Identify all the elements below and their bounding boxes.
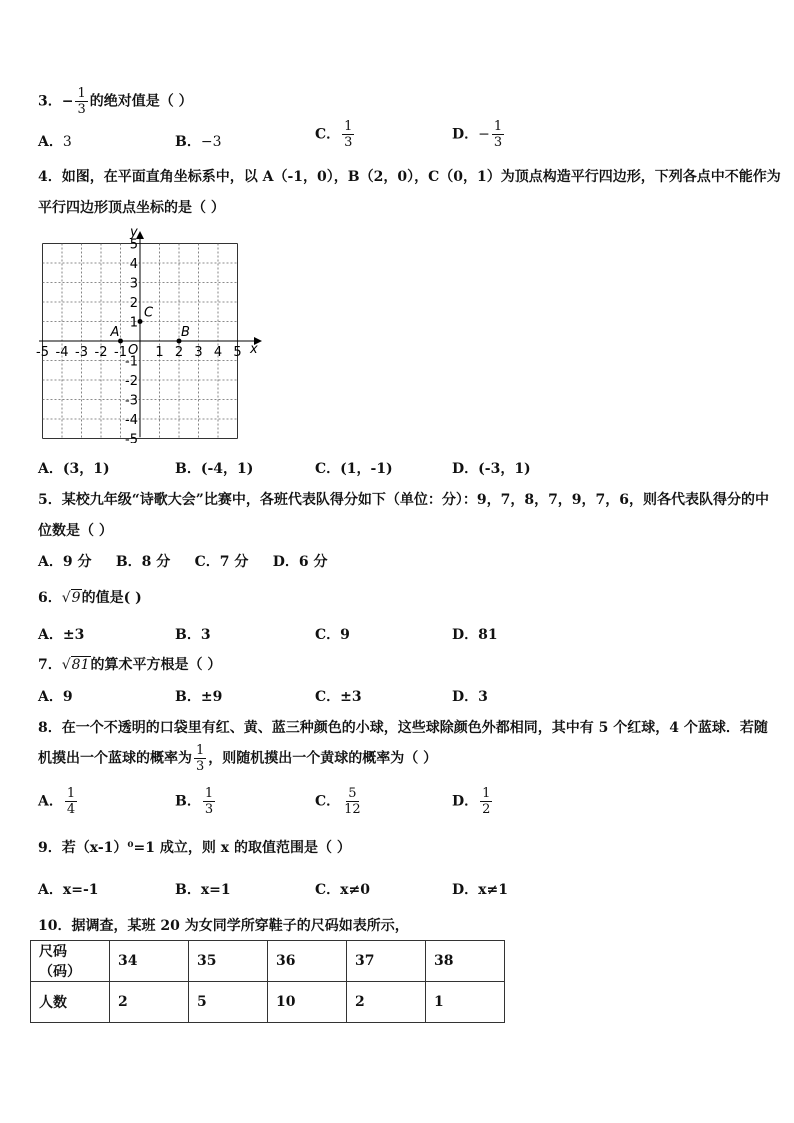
y-tick-label: -1 bbox=[125, 354, 138, 370]
table-cell: 34 bbox=[110, 941, 189, 982]
point-label: C bbox=[144, 305, 154, 321]
q5-options[interactable]: A．9 分 B．8 分 C．7 分 D．6 分 bbox=[38, 554, 328, 570]
option-label: C． bbox=[315, 126, 341, 143]
option-label: C． bbox=[315, 793, 341, 810]
q4-option-d[interactable]: D．(-3，1) bbox=[452, 461, 531, 477]
denominator: 3 bbox=[344, 135, 353, 150]
question-7 bbox=[38, 654, 221, 674]
question-number: 6． bbox=[38, 590, 62, 606]
minus-sign: − bbox=[478, 126, 490, 143]
table-cell: 2 bbox=[347, 982, 426, 1023]
table-cell: 尺码（码） bbox=[31, 941, 110, 982]
q8-option-b[interactable] bbox=[175, 786, 217, 817]
y-tick-label: 4 bbox=[129, 257, 138, 272]
option-label: A． bbox=[38, 134, 63, 150]
option-label: A． bbox=[38, 793, 63, 810]
radicand: 9 bbox=[71, 590, 81, 606]
fraction bbox=[342, 786, 363, 817]
q6-option-b[interactable]: B．3 bbox=[175, 627, 211, 643]
q8-option-c[interactable] bbox=[315, 786, 365, 817]
denominator: 4 bbox=[66, 802, 76, 817]
fraction bbox=[203, 786, 215, 817]
option-label: B． bbox=[175, 134, 201, 150]
fraction bbox=[492, 119, 504, 150]
y-tick-label: -3 bbox=[125, 393, 138, 409]
q4-option-c[interactable]: C．(1，-1) bbox=[315, 461, 393, 477]
option-value: −3 bbox=[200, 134, 222, 150]
q6-option-d[interactable]: D．81 bbox=[452, 627, 498, 643]
x-tick-labels bbox=[36, 345, 242, 360]
fraction bbox=[75, 86, 87, 117]
q4-option-b[interactable]: B．(-4，1) bbox=[175, 461, 254, 477]
table-row bbox=[31, 982, 505, 1023]
coordinate-grid-figure bbox=[30, 225, 270, 443]
question-5-line-2: 位数是（ ） bbox=[38, 523, 113, 539]
question-9: 9．若（x-1）⁰=1 成立，则 x 的取值范围是（ ） bbox=[38, 840, 351, 856]
x-tick-label: -3 bbox=[75, 345, 88, 360]
x-tick-label: -1 bbox=[114, 345, 127, 360]
square-root bbox=[62, 657, 91, 673]
q6-option-c[interactable]: C．9 bbox=[315, 627, 350, 643]
numerator: 1 bbox=[196, 743, 205, 758]
q3-option-c[interactable] bbox=[315, 119, 356, 150]
option-label: B． bbox=[175, 793, 201, 810]
question-4-line-1: 4．如图，在平面直角坐标系中，以 A（-1，0），B（2，0），C（0，1）为顶点构造平行四边形，下列各点中不能作为 bbox=[38, 169, 781, 185]
y-tick-label: 5 bbox=[129, 237, 138, 253]
origin-label: O bbox=[128, 343, 139, 358]
question-5-line-1: 5．某校九年级“诗歌大会”比赛中，各班代表队得分如下（单位：分）：9，7，8，7，9，7，6，则各代表队得分的中 bbox=[38, 492, 770, 508]
question-10: 10．据调查，某班 20 为女同学所穿鞋子的尺码如表所示， bbox=[38, 918, 409, 934]
option-label: D． bbox=[452, 793, 479, 810]
denominator: 2 bbox=[482, 802, 491, 817]
table-cell: 10 bbox=[268, 982, 347, 1023]
table-cell: 5 bbox=[189, 982, 268, 1023]
shoe-size-table bbox=[30, 940, 505, 1023]
y-tick-label: -4 bbox=[125, 413, 138, 428]
q6-option-a[interactable]: A．±3 bbox=[38, 627, 85, 643]
q3-option-d[interactable] bbox=[452, 119, 506, 150]
table-cell: 37 bbox=[347, 941, 426, 982]
numerator: 1 bbox=[204, 786, 214, 801]
y-tick-label: 2 bbox=[129, 296, 138, 311]
question-text: 的算术平方根是（ ） bbox=[90, 657, 222, 673]
fraction bbox=[65, 786, 77, 817]
q7-option-a[interactable]: A．9 bbox=[38, 689, 73, 705]
question-number: 3． bbox=[38, 93, 62, 110]
denominator: 12 bbox=[344, 802, 361, 817]
y-tick-labels bbox=[125, 238, 138, 444]
x-tick-label: 5 bbox=[233, 345, 242, 360]
fraction bbox=[480, 786, 492, 817]
question-8-line-1: 8．在一个不透明的口袋里有红、黄、蓝三种颜色的小球，这些球除颜色外都相同，其中有 5 个红球，4 个蓝球．若随 bbox=[38, 720, 768, 736]
x-tick-label: -4 bbox=[55, 345, 69, 360]
numerator: 1 bbox=[77, 86, 86, 101]
option-label: D． bbox=[452, 126, 479, 143]
x-tick-label: -2 bbox=[94, 345, 108, 360]
x-tick-label: 2 bbox=[174, 345, 184, 360]
radical-sign-icon: √ bbox=[61, 590, 71, 606]
fraction bbox=[194, 743, 206, 774]
numerator: 5 bbox=[348, 786, 357, 801]
q8-option-d[interactable] bbox=[452, 786, 494, 817]
numerator: 1 bbox=[66, 786, 76, 801]
table-cell: 38 bbox=[426, 941, 505, 982]
minus-sign: − bbox=[61, 93, 74, 110]
x-axis-label: x bbox=[250, 342, 258, 357]
denominator: 3 bbox=[77, 102, 86, 117]
denominator: 3 bbox=[196, 759, 205, 774]
y-tick-label: 3 bbox=[129, 276, 138, 292]
y-tick-label: -5 bbox=[125, 432, 138, 443]
q7-option-d[interactable]: D．3 bbox=[452, 689, 488, 705]
x-tick-label: 1 bbox=[155, 345, 164, 360]
table-cell: 36 bbox=[268, 941, 347, 982]
question-text: 的值是( ) bbox=[81, 590, 142, 606]
q7-option-b[interactable]: B．±9 bbox=[175, 689, 223, 705]
q4-option-a[interactable]: A．(3，1) bbox=[38, 461, 110, 477]
question-number: 7． bbox=[38, 657, 62, 673]
q9-option-c[interactable]: C．x≠0 bbox=[315, 882, 370, 898]
radicand: 81 bbox=[71, 657, 90, 673]
fraction bbox=[342, 119, 354, 150]
y-tick-label: 1 bbox=[129, 315, 138, 331]
numerator: 1 bbox=[482, 786, 491, 801]
point-c bbox=[138, 319, 143, 324]
question-text: 的绝对值是（ ） bbox=[89, 93, 193, 110]
q9-option-a[interactable]: A．x=-1 bbox=[38, 882, 99, 898]
table-cell: 2 bbox=[110, 982, 189, 1023]
point-label: A bbox=[110, 325, 120, 340]
denominator: 3 bbox=[204, 802, 214, 817]
numerator: 1 bbox=[344, 119, 353, 134]
radical-sign-icon: √ bbox=[61, 657, 71, 673]
q9-option-d[interactable]: D．x≠1 bbox=[452, 882, 508, 898]
q7-option-c[interactable]: C．±3 bbox=[315, 689, 362, 705]
question-6 bbox=[38, 587, 142, 607]
x-tick-label: 3 bbox=[194, 345, 203, 360]
q9-option-b[interactable]: B．x=1 bbox=[175, 882, 231, 898]
y-axis-label: y bbox=[130, 225, 138, 240]
square-root bbox=[62, 590, 82, 606]
question-text: 机摸出一个蓝球的概率为 bbox=[38, 750, 192, 767]
point-label: B bbox=[181, 325, 190, 340]
table-cell: 35 bbox=[189, 941, 268, 982]
table-cell: 1 bbox=[426, 982, 505, 1023]
table-row bbox=[31, 941, 505, 982]
x-tick-label: -5 bbox=[36, 345, 49, 360]
question-3 bbox=[38, 86, 193, 117]
question-8-line-2 bbox=[38, 743, 437, 774]
plotted-points bbox=[110, 306, 191, 344]
question-text: ，则随机摸出一个黄球的概率为（ ） bbox=[208, 750, 438, 767]
q3-option-a[interactable] bbox=[38, 131, 72, 151]
option-value: 3 bbox=[62, 134, 72, 150]
x-tick-label: 4 bbox=[213, 345, 223, 360]
question-4-line-2: 平行四边形顶点坐标的是（ ） bbox=[38, 200, 225, 216]
q3-option-b[interactable] bbox=[175, 131, 221, 151]
y-tick-label: -2 bbox=[125, 374, 138, 389]
numerator: 1 bbox=[493, 119, 503, 134]
q8-option-a[interactable] bbox=[38, 786, 79, 817]
denominator: 3 bbox=[493, 135, 503, 150]
table-cell: 人数 bbox=[31, 982, 110, 1023]
